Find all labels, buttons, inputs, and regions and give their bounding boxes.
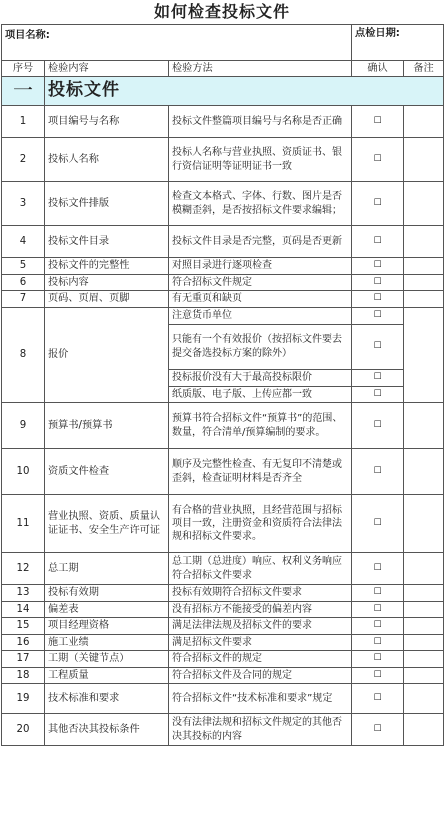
note-cell[interactable]: [404, 274, 444, 291]
inspection-content: 投标文件排版: [45, 182, 169, 226]
confirm-checkbox[interactable]: ☐: [352, 585, 404, 602]
inspection-method: 投标人名称与营业执照、资质证书、银行资信证明等证明证书一致: [169, 138, 352, 182]
table-row: [2, 651, 444, 668]
row-number: 12: [2, 553, 45, 585]
note-cell[interactable]: [404, 651, 444, 668]
confirm-checkbox[interactable]: ☐: [352, 634, 404, 651]
row-number: 10: [2, 449, 45, 495]
row-number: 18: [2, 667, 45, 684]
inspection-content: 投标有效期: [45, 585, 169, 602]
inspection-method: 纸质版、电子版、上传应都一致: [169, 386, 352, 403]
confirm-checkbox[interactable]: ☐: [352, 291, 404, 308]
note-cell[interactable]: [404, 106, 444, 138]
header-content: 检验内容: [45, 61, 169, 77]
row-number: 16: [2, 634, 45, 651]
document-title: 如何检查投标文件: [153, 2, 290, 21]
note-cell[interactable]: [404, 684, 444, 714]
confirm-checkbox[interactable]: ☐: [352, 307, 404, 324]
section-row: [2, 77, 444, 106]
confirm-checkbox[interactable]: ☐: [352, 182, 404, 226]
row-number: 17: [2, 651, 45, 668]
header-method: 检验方法: [169, 61, 352, 77]
confirm-checkbox[interactable]: ☐: [352, 495, 404, 553]
table-row: [2, 138, 444, 182]
table-row: [2, 274, 444, 291]
section-title: 投标文件: [45, 77, 444, 106]
table-row: [2, 601, 444, 618]
row-number: 15: [2, 618, 45, 635]
note-cell[interactable]: [404, 553, 444, 585]
table-row: [2, 403, 444, 449]
row-number: 14: [2, 601, 45, 618]
inspection-method: 投标有效期符合招标文件要求: [169, 585, 352, 602]
inspection-method: 对照目录进行逐项检查: [169, 258, 352, 275]
inspection-content: 投标文件目录: [45, 226, 169, 258]
note-cell[interactable]: [404, 601, 444, 618]
row-number: 2: [2, 138, 45, 182]
header-row: [2, 61, 444, 77]
inspection-content: 页码、页眉、页脚: [45, 291, 169, 308]
confirm-checkbox[interactable]: ☐: [352, 403, 404, 449]
note-cell[interactable]: [404, 585, 444, 602]
confirm-checkbox[interactable]: ☐: [352, 106, 404, 138]
checklist-sheet: [1, 0, 443, 746]
table-row: [2, 106, 444, 138]
inspection-content: 报价: [45, 307, 169, 403]
section-number: 一: [2, 77, 45, 106]
confirm-checkbox[interactable]: ☐: [352, 226, 404, 258]
check-date-label: 点检日期:: [352, 25, 444, 61]
table-row: [2, 634, 444, 651]
inspection-content: 营业执照、资质、质量认证证书、安全生产许可证: [45, 495, 169, 553]
confirm-checkbox[interactable]: ☐: [352, 386, 404, 403]
inspection-content: 投标文件的完整性: [45, 258, 169, 275]
project-name-label: 项目名称:: [2, 25, 352, 61]
inspection-content: 总工期: [45, 553, 169, 585]
inspection-method: 顺序及完整性检查、有无复印不清楚或歪斜，检查证明材料是否齐全: [169, 449, 352, 495]
confirm-checkbox[interactable]: ☐: [352, 553, 404, 585]
inspection-method: 符合招标文件“技术标准和要求”规定: [169, 684, 352, 714]
row-number: 1: [2, 106, 45, 138]
inspection-method: 符合招标文件规定: [169, 274, 352, 291]
inspection-method: 符合招标文件及合同的规定: [169, 667, 352, 684]
table-row: [2, 258, 444, 275]
inspection-content: 其他否决其投标条件: [45, 714, 169, 746]
row-number: 20: [2, 714, 45, 746]
note-cell[interactable]: [404, 138, 444, 182]
note-cell[interactable]: [404, 495, 444, 553]
note-cell[interactable]: [404, 618, 444, 635]
note-cell[interactable]: [404, 403, 444, 449]
inspection-method: 检查文本格式、字体、行数、图片是否模糊歪斜，是否按招标文件要求编辑；: [169, 182, 352, 226]
inspection-content: 投标内容: [45, 274, 169, 291]
inspection-method: 有合格的营业执照，且经营范围与招标项目一致，注册资金和资质符合法律法规和招标文件要求。: [169, 495, 352, 553]
confirm-checkbox[interactable]: ☐: [352, 618, 404, 635]
row-number: 11: [2, 495, 45, 553]
table-row: [2, 684, 444, 714]
inspection-content: 项目经理资格: [45, 618, 169, 635]
confirm-checkbox[interactable]: ☐: [352, 684, 404, 714]
note-cell[interactable]: [404, 307, 444, 403]
row-number: 8: [2, 307, 45, 403]
inspection-method: 投标文件目录是否完整，页码是否更新: [169, 226, 352, 258]
inspection-method: 预算书符合招标文件“预算书”的范围、数量，符合清单/预算编制的要求。: [169, 403, 352, 449]
note-cell[interactable]: [404, 182, 444, 226]
inspection-method: 注意货币单位: [169, 307, 352, 324]
inspection-method: 符合招标文件的规定: [169, 651, 352, 668]
inspection-method: 没有招标方不能接受的偏差内容: [169, 601, 352, 618]
table-row: [2, 618, 444, 635]
note-cell[interactable]: [404, 634, 444, 651]
confirm-checkbox[interactable]: ☐: [352, 667, 404, 684]
table-row: [2, 585, 444, 602]
confirm-checkbox[interactable]: ☐: [352, 258, 404, 275]
row-number: 6: [2, 274, 45, 291]
row-number: 3: [2, 182, 45, 226]
inspection-content: 工期（关键节点）: [45, 651, 169, 668]
row-number: 5: [2, 258, 45, 275]
table-row: [2, 449, 444, 495]
inspection-content: 项目编号与名称: [45, 106, 169, 138]
header-no: 序号: [2, 61, 45, 77]
note-cell[interactable]: [404, 226, 444, 258]
inspection-content: 施工业绩: [45, 634, 169, 651]
note-cell[interactable]: [404, 258, 444, 275]
inspection-method: 没有法律法规和招标文件规定的其他否决其投标的内容: [169, 714, 352, 746]
table-row: [2, 495, 444, 553]
inspection-method: 满足招标文件要求: [169, 634, 352, 651]
table-row: [2, 307, 444, 324]
confirm-checkbox[interactable]: ☐: [352, 601, 404, 618]
checklist-body: [2, 25, 444, 746]
inspection-method: 只能有一个有效报价（按招标文件要去提交备选投标方案的除外）: [169, 324, 352, 369]
inspection-content: 投标人名称: [45, 138, 169, 182]
note-cell[interactable]: [404, 291, 444, 308]
inspection-content: 工程质量: [45, 667, 169, 684]
confirm-checkbox[interactable]: ☐: [352, 449, 404, 495]
table-row: [2, 182, 444, 226]
table-row: [2, 291, 444, 308]
inspection-method: 有无重页和缺页: [169, 291, 352, 308]
inspection-content: 资质文件检查: [45, 449, 169, 495]
confirm-checkbox[interactable]: ☐: [352, 714, 404, 746]
table-row: [2, 553, 444, 585]
inspection-method: 满足法律法规及招标文件的要求: [169, 618, 352, 635]
note-cell[interactable]: [404, 449, 444, 495]
row-number: 19: [2, 684, 45, 714]
confirm-checkbox[interactable]: ☐: [352, 324, 404, 369]
inspection-method: 总工期（总进度）响应、权利义务响应符合招标文件要求: [169, 553, 352, 585]
row-number: 7: [2, 291, 45, 308]
header-note: 备注: [404, 61, 444, 77]
confirm-checkbox[interactable]: ☐: [352, 651, 404, 668]
checklist-table: [1, 24, 444, 746]
header-confirm: 确认: [352, 61, 404, 77]
table-row: [2, 667, 444, 684]
inspection-content: 技术标准和要求: [45, 684, 169, 714]
confirm-checkbox[interactable]: ☐: [352, 138, 404, 182]
row-number: 13: [2, 585, 45, 602]
row-number: 9: [2, 403, 45, 449]
project-info-row: [2, 25, 444, 61]
table-row: [2, 226, 444, 258]
confirm-checkbox[interactable]: ☐: [352, 369, 404, 386]
inspection-content: 偏差表: [45, 601, 169, 618]
row-number: 4: [2, 226, 45, 258]
inspection-content: 预算书/预算书: [45, 403, 169, 449]
note-cell[interactable]: [404, 667, 444, 684]
inspection-method: 投标文件整篇项目编号与名称是否正确: [169, 106, 352, 138]
note-cell[interactable]: [404, 714, 444, 746]
inspection-method: 投标报价没有大于最高投标限价: [169, 369, 352, 386]
table-row: [2, 714, 444, 746]
confirm-checkbox[interactable]: ☐: [352, 274, 404, 291]
